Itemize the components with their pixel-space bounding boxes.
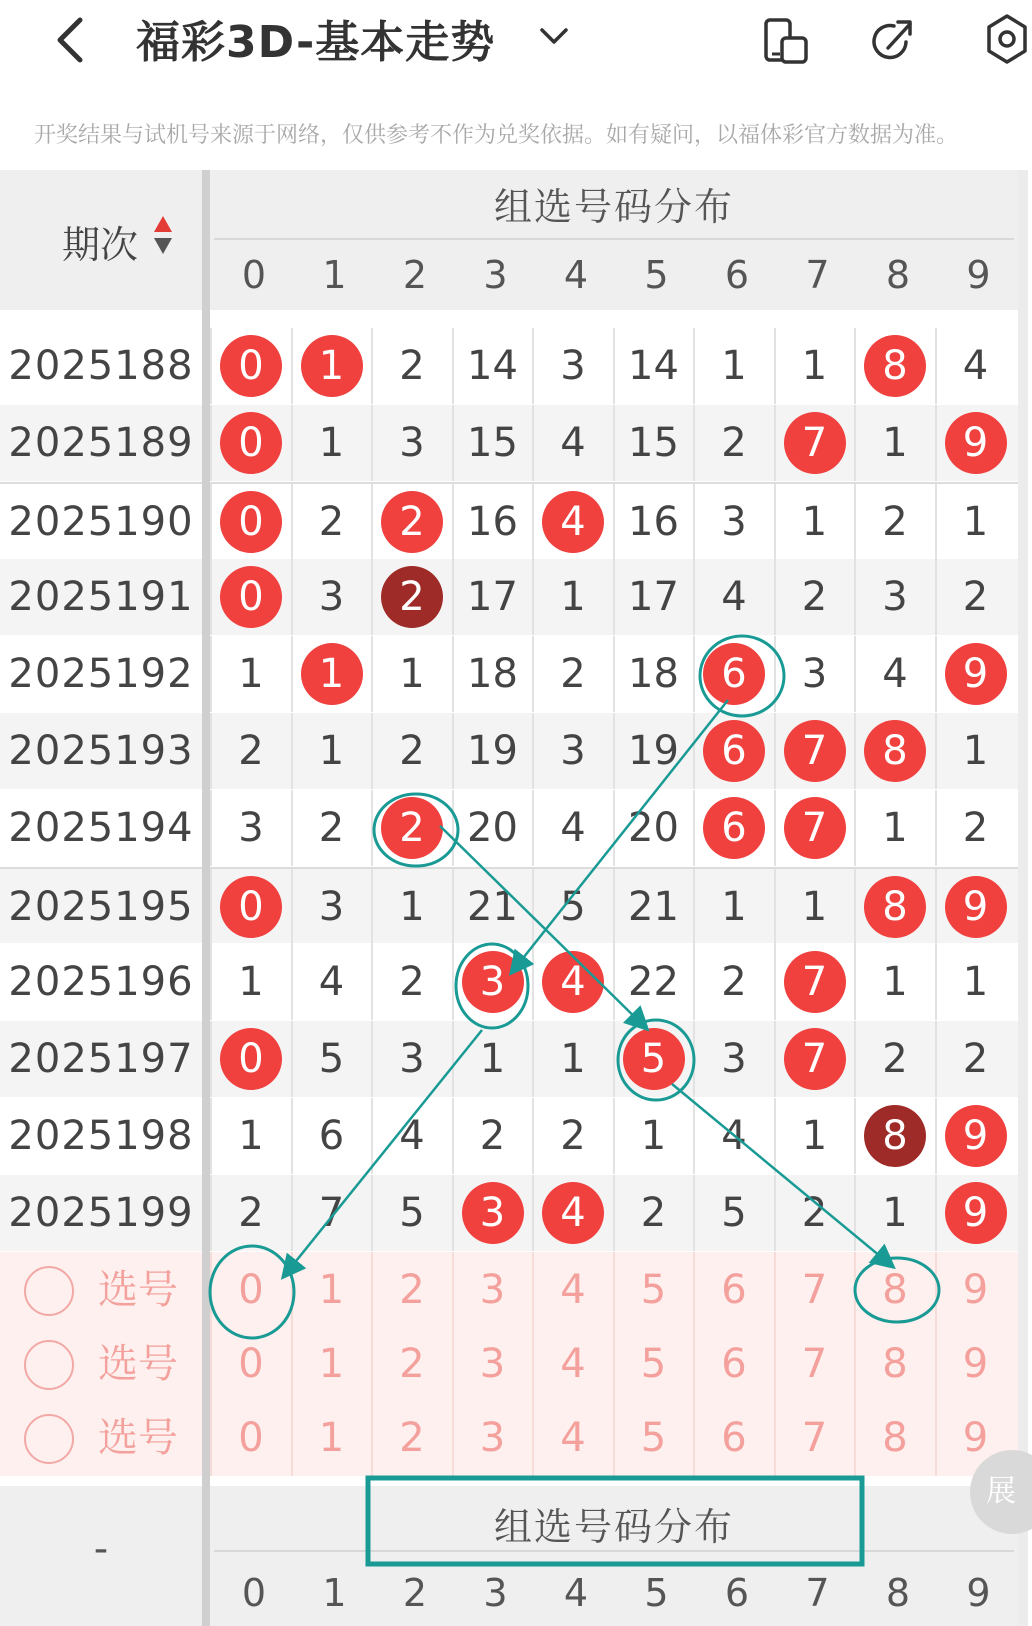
omission-cell-7: 2 [774,559,854,635]
hit-cell-1 [291,636,371,712]
omission-cell-4: 2 [532,1098,612,1174]
table-row [0,482,1018,558]
hit-cell-1 [291,328,371,404]
omission-cell-3: 21 [452,869,532,945]
digit-header-1: 1 [322,253,347,297]
omission-cell-2: 1 [371,636,451,712]
pick-digit-1[interactable]: 1 [291,1326,371,1402]
repeat-ball: 8 [864,1105,926,1167]
page-title[interactable]: 福彩3D-基本走势 [136,17,496,68]
period-number: 2025199 [8,1190,194,1236]
omission-cell-6: 2 [693,944,773,1020]
hit-ball: 7 [784,951,846,1013]
omission-cell-7: 3 [774,636,854,712]
hit-cell-7 [774,1021,854,1097]
omission-cell-5: 19 [613,713,693,789]
table-row [0,713,1018,789]
hit-cell-0 [210,405,290,481]
omission-cell-9: 2 [935,559,1015,635]
hit-ball: 3 [462,951,524,1013]
table-row [0,790,1018,866]
hit-ball: 6 [703,797,765,859]
pick-digit-7[interactable]: 7 [774,1252,854,1328]
pick-digit-5[interactable]: 5 [613,1252,693,1328]
omission-cell-5: 17 [613,559,693,635]
pick-row [0,1400,1018,1476]
digit-header-0: 0 [241,253,267,297]
footer-digit-7: 7 [805,1571,830,1615]
pick-label[interactable]: 选号 [98,1267,178,1313]
omission-cell-4: 4 [532,405,612,481]
digit-header-9: 9 [966,253,991,297]
repeat-ball: 2 [381,566,443,628]
omission-cell-8: 3 [854,559,934,635]
digit-header-2: 2 [402,253,428,297]
footer-digit-2: 2 [402,1571,428,1615]
omission-cell-1: 2 [291,790,371,866]
pick-digit-1[interactable]: 1 [291,1252,371,1328]
omission-cell-9: 2 [935,1021,1015,1097]
hit-cell-4 [532,944,612,1020]
hit-ball: 9 [945,412,1007,474]
hit-ball: 8 [864,720,926,782]
omission-cell-8: 1 [854,790,934,866]
footer-divider [214,1550,1014,1552]
table-row [0,405,1018,481]
pick-digit-0[interactable]: 0 [210,1400,290,1476]
period-number: 2025197 [8,1036,194,1082]
gear-icon[interactable] [982,12,1032,68]
pick-digit-6[interactable]: 6 [693,1326,773,1402]
omission-cell-8: 2 [854,1021,934,1097]
footer-digit-1: 1 [322,1571,347,1615]
hit-ball: 4 [542,491,604,553]
digit-header-4: 4 [563,253,589,297]
pick-digit-0[interactable]: 0 [210,1326,290,1402]
hit-cell-9 [935,1175,1015,1251]
table-row [0,944,1018,1020]
omission-cell-0: 1 [210,636,290,712]
pick-radio[interactable] [24,1266,74,1316]
hit-ball: 5 [623,1028,685,1090]
omission-cell-7: 1 [774,484,854,560]
table-row [0,1175,1018,1251]
period-number: 2025191 [8,574,194,620]
period-number: 2025188 [8,343,194,389]
pick-digit-5[interactable]: 5 [613,1326,693,1402]
omission-cell-6: 3 [693,1021,773,1097]
omission-cell-7: 2 [774,1175,854,1251]
omission-cell-7: 1 [774,328,854,404]
omission-cell-1: 3 [291,559,371,635]
period-column-header[interactable] [0,170,202,310]
omission-cell-3: 16 [452,484,532,560]
period-number: 2025190 [8,499,194,545]
omission-cell-2: 1 [371,869,451,945]
omission-cell-3: 15 [452,405,532,481]
back-icon[interactable] [48,10,98,70]
omission-cell-8: 1 [854,1175,934,1251]
period-number: 2025189 [8,420,194,466]
omission-cell-1: 1 [291,713,371,789]
omission-cell-3: 1 [452,1021,532,1097]
table-row [0,559,1018,635]
omission-cell-2: 3 [371,1021,451,1097]
pick-radio[interactable] [24,1414,74,1464]
hit-cell-8 [854,328,934,404]
omission-cell-4: 2 [532,636,612,712]
phone-rotate-icon[interactable] [760,14,810,68]
hit-cell-8 [854,713,934,789]
period-number: 2025194 [8,805,194,851]
hit-cell-3 [452,944,532,1020]
hit-ball: 2 [381,491,443,553]
pick-digit-5[interactable]: 5 [613,1400,693,1476]
omission-cell-8: 2 [854,484,934,560]
sort-triangles-icon[interactable] [152,214,174,258]
omission-cell-4: 1 [532,559,612,635]
omission-cell-9: 4 [935,328,1015,404]
disclaimer-text: 开奖结果与试机号来源于网络，仅供参考不作为兑奖依据。如有疑问，以福体彩官方数据为准。 [34,123,959,148]
pick-digit-4[interactable]: 4 [532,1400,612,1476]
hit-ball: 6 [703,720,765,782]
hit-cell-9 [935,636,1015,712]
omission-cell-9: 1 [935,944,1015,1020]
pick-digit-4[interactable]: 4 [532,1326,612,1402]
hit-cell-3 [452,1175,532,1251]
omission-cell-5: 20 [613,790,693,866]
period-header-label: 期次 [62,223,139,267]
pick-label[interactable]: 选号 [98,1415,178,1461]
hit-cell-9 [935,869,1015,945]
hit-ball: 0 [220,566,282,628]
hit-ball: 9 [945,876,1007,938]
omission-cell-5: 14 [613,328,693,404]
pick-digit-6[interactable]: 6 [693,1400,773,1476]
omission-cell-0: 1 [210,944,290,1020]
omission-cell-6: 4 [693,559,773,635]
hit-ball: 9 [945,643,1007,705]
table-row [0,867,1018,943]
right-scroll-edge [1018,170,1028,1626]
hit-cell-0 [210,869,290,945]
hit-cell-6 [693,636,773,712]
omission-cell-1: 6 [291,1098,371,1174]
header [0,0,1032,80]
pick-digit-2[interactable]: 2 [371,1252,451,1328]
omission-cell-8: 1 [854,944,934,1020]
omission-cell-8: 4 [854,636,934,712]
omission-cell-4: 3 [532,713,612,789]
group-header-title: 组选号码分布 [493,185,734,229]
hit-ball: 0 [220,491,282,553]
hit-ball: 0 [220,1028,282,1090]
omission-cell-0: 2 [210,1175,290,1251]
footer-group-title: 组选号码分布 [493,1505,734,1549]
omission-cell-7: 1 [774,1098,854,1174]
omission-cell-5: 18 [613,636,693,712]
omission-cell-1: 2 [291,484,371,560]
omission-cell-4: 5 [532,869,612,945]
hit-cell-7 [774,713,854,789]
omission-cell-3: 18 [452,636,532,712]
omission-cell-9: 2 [935,790,1015,866]
pick-digit-8[interactable]: 8 [854,1252,934,1328]
footer-digit-4: 4 [563,1571,589,1615]
omission-cell-6: 1 [693,328,773,404]
hit-cell-5 [613,1021,693,1097]
hit-ball: 0 [220,412,282,474]
header-divider [214,238,1014,240]
hit-ball: 3 [462,1182,524,1244]
pick-digit-2[interactable]: 2 [371,1400,451,1476]
omission-cell-5: 15 [613,405,693,481]
hit-cell-0 [210,559,290,635]
pick-digit-9[interactable]: 9 [935,1252,1015,1328]
pick-digit-8[interactable]: 8 [854,1400,934,1476]
pick-digit-1[interactable]: 1 [291,1400,371,1476]
omission-cell-1: 3 [291,869,371,945]
footer-left [0,1486,202,1626]
expand-button[interactable]: 展 [970,1450,1032,1534]
omission-cell-8: 1 [854,405,934,481]
hit-cell-2 [371,790,451,866]
pick-digit-8[interactable]: 8 [854,1326,934,1402]
hit-ball: 1 [301,335,363,397]
omission-cell-2: 2 [371,944,451,1020]
omission-cell-0: 3 [210,790,290,866]
share-icon[interactable] [868,14,918,68]
hit-cell-7 [774,944,854,1020]
omission-cell-2: 2 [371,328,451,404]
pick-digit-3[interactable]: 3 [452,1252,532,1328]
omission-cell-6: 5 [693,1175,773,1251]
pick-digit-3[interactable]: 3 [452,1400,532,1476]
hit-cell-7 [774,790,854,866]
hit-cell-8 [854,869,934,945]
omission-cell-2: 4 [371,1098,451,1174]
hit-cell-2 [371,484,451,560]
table-row [0,636,1018,712]
hit-cell-6 [693,790,773,866]
hit-ball: 6 [703,643,765,705]
chevron-down-icon[interactable] [536,18,572,54]
hit-ball: 1 [301,643,363,705]
hit-ball: 7 [784,1028,846,1090]
hit-cell-9 [935,1098,1015,1174]
hit-ball: 8 [864,335,926,397]
hit-cell-0 [210,328,290,404]
footer-digit-8: 8 [885,1571,911,1615]
hit-cell-8 [854,1098,934,1174]
period-number: 2025196 [8,959,194,1005]
digit-header-6: 6 [724,253,750,297]
omission-cell-3: 17 [452,559,532,635]
omission-cell-0: 1 [210,1098,290,1174]
hit-cell-0 [210,484,290,560]
hit-ball: 7 [784,412,846,474]
digit-header-8: 8 [885,253,911,297]
omission-cell-3: 2 [452,1098,532,1174]
hit-cell-2 [371,559,451,635]
omission-cell-1: 5 [291,1021,371,1097]
pick-digit-3[interactable]: 3 [452,1326,532,1402]
pick-digit-2[interactable]: 2 [371,1326,451,1402]
hit-cell-7 [774,405,854,481]
hit-cell-0 [210,1021,290,1097]
group-distribution-header [210,170,1018,310]
hit-ball: 9 [945,1182,1007,1244]
hit-cell-4 [532,484,612,560]
table-row [0,1098,1018,1174]
omission-cell-0: 2 [210,713,290,789]
omission-cell-6: 4 [693,1098,773,1174]
digit-header-7: 7 [805,253,830,297]
omission-cell-4: 4 [532,790,612,866]
omission-cell-5: 1 [613,1098,693,1174]
footer-digit-9: 9 [966,1571,991,1615]
omission-cell-9: 1 [935,484,1015,560]
pick-digit-0[interactable]: 0 [210,1252,290,1328]
hit-ball: 9 [945,1105,1007,1167]
footer-digit-6: 6 [724,1571,750,1615]
footer-digit-0: 0 [241,1571,267,1615]
pick-digit-7[interactable]: 7 [774,1326,854,1402]
pick-digit-9[interactable]: 9 [935,1326,1015,1402]
digit-header-5: 5 [644,253,669,297]
omission-cell-5: 21 [613,869,693,945]
pick-digit-7[interactable]: 7 [774,1400,854,1476]
omission-cell-2: 2 [371,713,451,789]
pick-digit-4[interactable]: 4 [532,1252,612,1328]
hit-ball: 7 [784,797,846,859]
omission-cell-4: 1 [532,1021,612,1097]
hit-ball: 2 [381,797,443,859]
hit-cell-4 [532,1175,612,1251]
omission-cell-1: 7 [291,1175,371,1251]
pick-radio[interactable] [24,1340,74,1390]
omission-cell-3: 14 [452,328,532,404]
pick-digit-9[interactable]: 9 [935,1400,1015,1476]
period-number: 2025195 [8,884,194,930]
omission-cell-5: 16 [613,484,693,560]
footer-group-header [210,1486,1018,1626]
omission-cell-9: 1 [935,713,1015,789]
hit-ball: 7 [784,720,846,782]
omission-cell-5: 22 [613,944,693,1020]
hit-ball: 8 [864,876,926,938]
column-divider [202,170,210,1626]
pick-row [0,1252,1018,1328]
period-number: 2025198 [8,1113,194,1159]
hit-ball: 0 [220,876,282,938]
footer-digit-3: 3 [483,1571,508,1615]
hit-cell-9 [935,405,1015,481]
omission-cell-2: 5 [371,1175,451,1251]
period-number: 2025192 [8,651,194,697]
omission-cell-6: 3 [693,484,773,560]
hit-cell-6 [693,713,773,789]
footer-dash: - [93,1526,109,1572]
omission-cell-3: 19 [452,713,532,789]
hit-ball: 0 [220,335,282,397]
omission-cell-1: 1 [291,405,371,481]
table-row [0,328,1018,404]
omission-cell-2: 3 [371,405,451,481]
omission-cell-5: 2 [613,1175,693,1251]
omission-cell-3: 20 [452,790,532,866]
omission-cell-1: 4 [291,944,371,1020]
trend-table [0,170,1032,1626]
pick-row [0,1326,1018,1402]
period-number: 2025193 [8,728,194,774]
table-row [0,1021,1018,1097]
hit-ball: 4 [542,1182,604,1244]
omission-cell-6: 2 [693,405,773,481]
hit-ball: 4 [542,951,604,1013]
pick-label[interactable]: 选号 [98,1341,178,1387]
omission-cell-7: 1 [774,869,854,945]
digit-header-3: 3 [483,253,508,297]
omission-cell-4: 3 [532,328,612,404]
omission-cell-6: 1 [693,869,773,945]
footer-digit-5: 5 [644,1571,669,1615]
pick-digit-6[interactable]: 6 [693,1252,773,1328]
